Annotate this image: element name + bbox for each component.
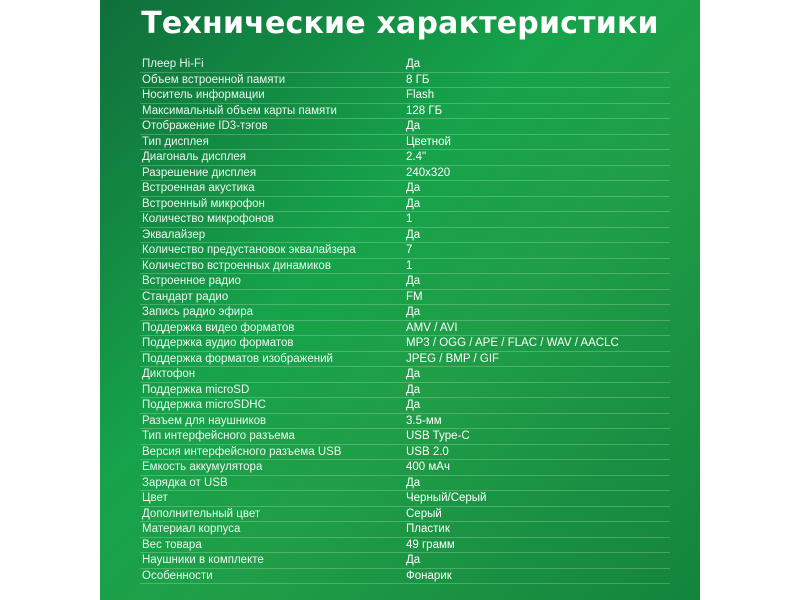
spec-label: Носитель информации bbox=[142, 89, 265, 101]
spec-row bbox=[140, 553, 670, 569]
spec-value: Да bbox=[406, 182, 421, 194]
spec-label: Тип дисплея bbox=[142, 135, 209, 148]
spec-value: Да bbox=[406, 197, 421, 210]
spec-value: Да bbox=[406, 275, 421, 287]
spec-label: Объем встроенной памяти bbox=[142, 73, 286, 86]
spec-label: Вес товара bbox=[142, 538, 202, 551]
spec-label: Особенности bbox=[142, 569, 213, 582]
spec-value: USB 2.0 bbox=[406, 445, 449, 458]
spec-label: Емкость аккумулятора bbox=[142, 461, 263, 473]
spec-row bbox=[140, 336, 670, 352]
spec-value: Пластик bbox=[406, 523, 450, 535]
spec-label: Разъем для наушников bbox=[142, 414, 267, 427]
spec-label: Встроенный микрофон bbox=[142, 197, 265, 210]
spec-row bbox=[140, 104, 670, 120]
spec-value: FM bbox=[406, 290, 423, 303]
spec-label: Встроенное радио bbox=[142, 275, 241, 287]
spec-row bbox=[140, 274, 670, 290]
spec-row bbox=[140, 73, 670, 89]
spec-value: Да bbox=[406, 554, 421, 566]
spec-label: Поддержка форматов изображений bbox=[142, 352, 333, 365]
spec-row bbox=[140, 166, 670, 182]
spec-value: Да bbox=[406, 383, 421, 396]
spec-label: Поддержка аудио форматов bbox=[142, 337, 294, 349]
spec-label: Эквалайзер bbox=[142, 228, 206, 241]
spec-value: 128 ГБ bbox=[406, 104, 443, 117]
spec-value: Да bbox=[406, 120, 421, 132]
spec-value: Серый bbox=[406, 507, 442, 520]
spec-value: 7 bbox=[406, 244, 413, 256]
spec-row bbox=[140, 398, 670, 414]
spec-label: Поддержка microSDHC bbox=[142, 399, 266, 411]
spec-value: 8 ГБ bbox=[406, 73, 430, 86]
spec-row bbox=[140, 569, 670, 585]
spec-row bbox=[140, 538, 670, 554]
spec-label: Тип интерфейсного разъема bbox=[142, 430, 295, 442]
spec-row bbox=[140, 228, 670, 244]
spec-row bbox=[140, 507, 670, 523]
spec-value: JPEG / BMP / GIF bbox=[406, 352, 500, 365]
spec-row bbox=[140, 522, 670, 538]
spec-label: Плеер Hi-Fi bbox=[142, 58, 204, 70]
spec-row bbox=[140, 150, 670, 166]
spec-row bbox=[140, 197, 670, 213]
spec-label: Разрешение дисплея bbox=[142, 166, 257, 179]
spec-label: Поддержка microSD bbox=[142, 383, 250, 396]
spec-value: Да bbox=[406, 306, 421, 318]
spec-label: Поддержка видео форматов bbox=[142, 321, 295, 334]
spec-row bbox=[140, 383, 670, 399]
spec-row bbox=[140, 119, 670, 135]
spec-row bbox=[140, 290, 670, 306]
spec-label: Стандарт радио bbox=[142, 290, 229, 303]
spec-value: Черный/Серый bbox=[406, 492, 487, 504]
spec-value: 49 грамм bbox=[406, 538, 455, 551]
spec-value: 2.4" bbox=[406, 151, 427, 163]
spec-value: 1 bbox=[406, 259, 413, 272]
spec-label: Встроенная акустика bbox=[142, 182, 255, 194]
page-title: Технические характеристики bbox=[141, 6, 659, 41]
spec-value: AMV / AVI bbox=[406, 321, 458, 334]
spec-label: Наушники в комплекте bbox=[142, 554, 264, 566]
spec-row bbox=[140, 259, 670, 275]
spec-value: 3.5-мм bbox=[406, 414, 442, 427]
spec-row bbox=[140, 181, 670, 197]
spec-value: Да bbox=[406, 476, 421, 489]
spec-row bbox=[140, 57, 670, 73]
spec-row bbox=[140, 414, 670, 430]
spec-value: Цветной bbox=[406, 135, 451, 148]
spec-value: MP3 / OGG / APE / FLAC / WAV / AACLC bbox=[406, 337, 619, 349]
spec-value: Да bbox=[406, 399, 421, 411]
spec-value: Да bbox=[406, 368, 421, 380]
spec-row bbox=[140, 476, 670, 492]
spec-label: Количество встроенных динамиков bbox=[142, 259, 331, 272]
spec-label: Дополнительный цвет bbox=[142, 507, 261, 520]
spec-row bbox=[140, 88, 670, 104]
spec-value: Flash bbox=[406, 89, 435, 101]
spec-label: Диагональ дисплея bbox=[142, 151, 247, 163]
spec-label: Отображение ID3-тэгов bbox=[142, 120, 268, 132]
spec-value: USB Type-C bbox=[406, 430, 470, 442]
spec-row bbox=[140, 212, 670, 228]
spec-label: Версия интерфейсного разъема USB bbox=[142, 445, 342, 458]
spec-label: Запись радио эфира bbox=[142, 306, 253, 318]
spec-label: Зарядка от USB bbox=[142, 476, 228, 489]
spec-value: 400 мАч bbox=[406, 461, 450, 473]
spec-label: Количество микрофонов bbox=[142, 213, 274, 225]
spec-value: 240x320 bbox=[406, 166, 451, 179]
spec-row bbox=[140, 135, 670, 151]
spec-row bbox=[140, 429, 670, 445]
spec-row bbox=[140, 367, 670, 383]
spec-value: Да bbox=[406, 58, 421, 70]
spec-row bbox=[140, 305, 670, 321]
spec-label: Количество предустановок эквалайзера bbox=[142, 244, 356, 256]
spec-value: Фонарик bbox=[406, 569, 452, 582]
spec-label: Материал корпуса bbox=[142, 523, 241, 535]
spec-label: Цвет bbox=[142, 492, 168, 504]
specs-table bbox=[140, 57, 670, 584]
spec-label: Максимальный объем карты памяти bbox=[142, 104, 337, 117]
spec-value: 1 bbox=[406, 213, 413, 225]
spec-row bbox=[140, 321, 670, 337]
spec-row bbox=[140, 243, 670, 259]
spec-label: Диктофон bbox=[142, 368, 196, 380]
specs-panel bbox=[100, 0, 700, 600]
spec-row bbox=[140, 445, 670, 461]
spec-row bbox=[140, 491, 670, 507]
spec-value: Да bbox=[406, 228, 421, 241]
spec-row bbox=[140, 460, 670, 476]
spec-row bbox=[140, 352, 670, 368]
